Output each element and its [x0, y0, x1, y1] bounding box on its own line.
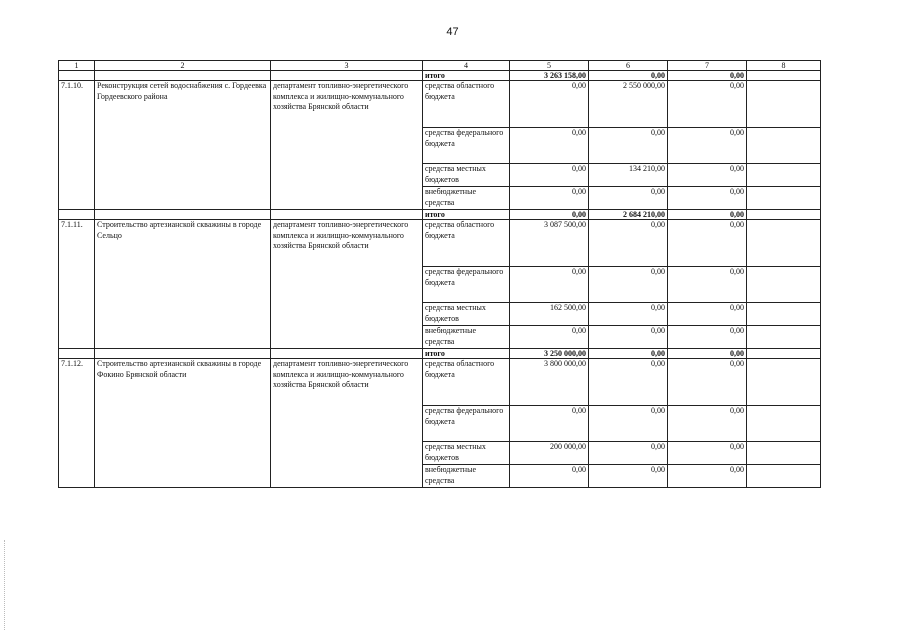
funding-source: средства областного бюджета	[423, 359, 510, 406]
amount-cell: 0,00	[668, 187, 747, 210]
table-row	[59, 359, 821, 406]
total-cell: 0,00	[668, 71, 747, 81]
funding-source: средства местных бюджетов	[423, 164, 510, 187]
amount-cell: 0,00	[510, 164, 589, 187]
budget-table	[58, 60, 821, 488]
total-row	[59, 71, 821, 81]
amount-cell: 3 087 500,00	[510, 220, 589, 267]
amount-cell: 3 800 000,00	[510, 359, 589, 406]
funding-source: средства местных бюджетов	[423, 442, 510, 465]
item-code: 7.1.10.	[59, 81, 95, 210]
scan-margin-marks	[4, 540, 7, 630]
total-label: итого	[423, 349, 510, 359]
amount-cell: 200 000,00	[510, 442, 589, 465]
total-cell: 3 250 000,00	[510, 349, 589, 359]
amount-cell: 162 500,00	[510, 303, 589, 326]
total-cell: 3 263 158,00	[510, 71, 589, 81]
item-name: Строительство артезианской скважины в городе Фокино Брянской области	[95, 359, 271, 488]
amount-cell: 0,00	[668, 220, 747, 267]
amount-cell: 0,00	[589, 406, 668, 442]
funding-source: средства областного бюджета	[423, 220, 510, 267]
funding-source: внебюджетные средства	[423, 326, 510, 349]
col-header: 6	[589, 61, 668, 71]
amount-cell: 2 550 000,00	[589, 81, 668, 128]
amount-cell: 0,00	[589, 220, 668, 267]
funding-source: средства местных бюджетов	[423, 303, 510, 326]
total-label: итого	[423, 210, 510, 220]
amount-cell: 0,00	[668, 267, 747, 303]
item-department: департамент топливно-энергетического комплекса и жилищно-коммунального хозяйства Брянской области	[271, 359, 423, 488]
amount-cell: 0,00	[589, 465, 668, 488]
amount-cell: 0,00	[668, 359, 747, 406]
amount-cell: 134 210,00	[589, 164, 668, 187]
amount-cell: 0,00	[510, 267, 589, 303]
amount-cell: 0,00	[668, 81, 747, 128]
total-cell: 0,00	[668, 210, 747, 220]
amount-cell: 0,00	[589, 442, 668, 465]
item-code: 7.1.12.	[59, 359, 95, 488]
total-row	[59, 210, 821, 220]
col-header: 3	[271, 61, 423, 71]
col-header: 1	[59, 61, 95, 71]
item-department: департамент топливно-энергетического комплекса и жилищно-коммунального хозяйства Брянской области	[271, 81, 423, 210]
total-cell: 2 684 210,00	[589, 210, 668, 220]
funding-source: внебюджетные средства	[423, 187, 510, 210]
table-row	[59, 81, 821, 128]
item-name: Строительство артезианской скважины в городе Сельцо	[95, 220, 271, 349]
col-header: 4	[423, 61, 510, 71]
amount-cell: 0,00	[510, 128, 589, 164]
amount-cell: 0,00	[668, 465, 747, 488]
header-row	[59, 61, 821, 71]
amount-cell: 0,00	[510, 187, 589, 210]
amount-cell: 0,00	[510, 465, 589, 488]
funding-source: средства федерального бюджета	[423, 406, 510, 442]
col-header: 8	[747, 61, 821, 71]
item-department: департамент топливно-энергетического комплекса и жилищно-коммунального хозяйства Брянской области	[271, 220, 423, 349]
funding-source: средства областного бюджета	[423, 81, 510, 128]
amount-cell: 0,00	[589, 303, 668, 326]
total-cell: 0,00	[510, 210, 589, 220]
total-cell: 0,00	[589, 349, 668, 359]
amount-cell: 0,00	[589, 187, 668, 210]
amount-cell: 0,00	[510, 406, 589, 442]
amount-cell: 0,00	[510, 81, 589, 128]
amount-cell: 0,00	[668, 303, 747, 326]
amount-cell: 0,00	[668, 326, 747, 349]
total-row	[59, 349, 821, 359]
col-header: 2	[95, 61, 271, 71]
item-name: Реконструкция сетей водоснабжения с. Гордеевка Гордеевского района	[95, 81, 271, 210]
funding-source: средства федерального бюджета	[423, 128, 510, 164]
amount-cell: 0,00	[668, 406, 747, 442]
amount-cell: 0,00	[589, 267, 668, 303]
table-row	[59, 220, 821, 267]
total-cell: 0,00	[668, 349, 747, 359]
amount-cell: 0,00	[668, 164, 747, 187]
total-label: итого	[423, 71, 510, 81]
amount-cell: 0,00	[589, 128, 668, 164]
col-header: 7	[668, 61, 747, 71]
page-number: 47	[446, 26, 459, 38]
amount-cell: 0,00	[589, 326, 668, 349]
amount-cell: 0,00	[668, 128, 747, 164]
funding-source: внебюджетные средства	[423, 465, 510, 488]
funding-source: средства федерального бюджета	[423, 267, 510, 303]
amount-cell: 0,00	[668, 442, 747, 465]
amount-cell: 0,00	[510, 326, 589, 349]
amount-cell: 0,00	[589, 359, 668, 406]
col-header: 5	[510, 61, 589, 71]
total-cell: 0,00	[589, 71, 668, 81]
item-code: 7.1.11.	[59, 220, 95, 349]
